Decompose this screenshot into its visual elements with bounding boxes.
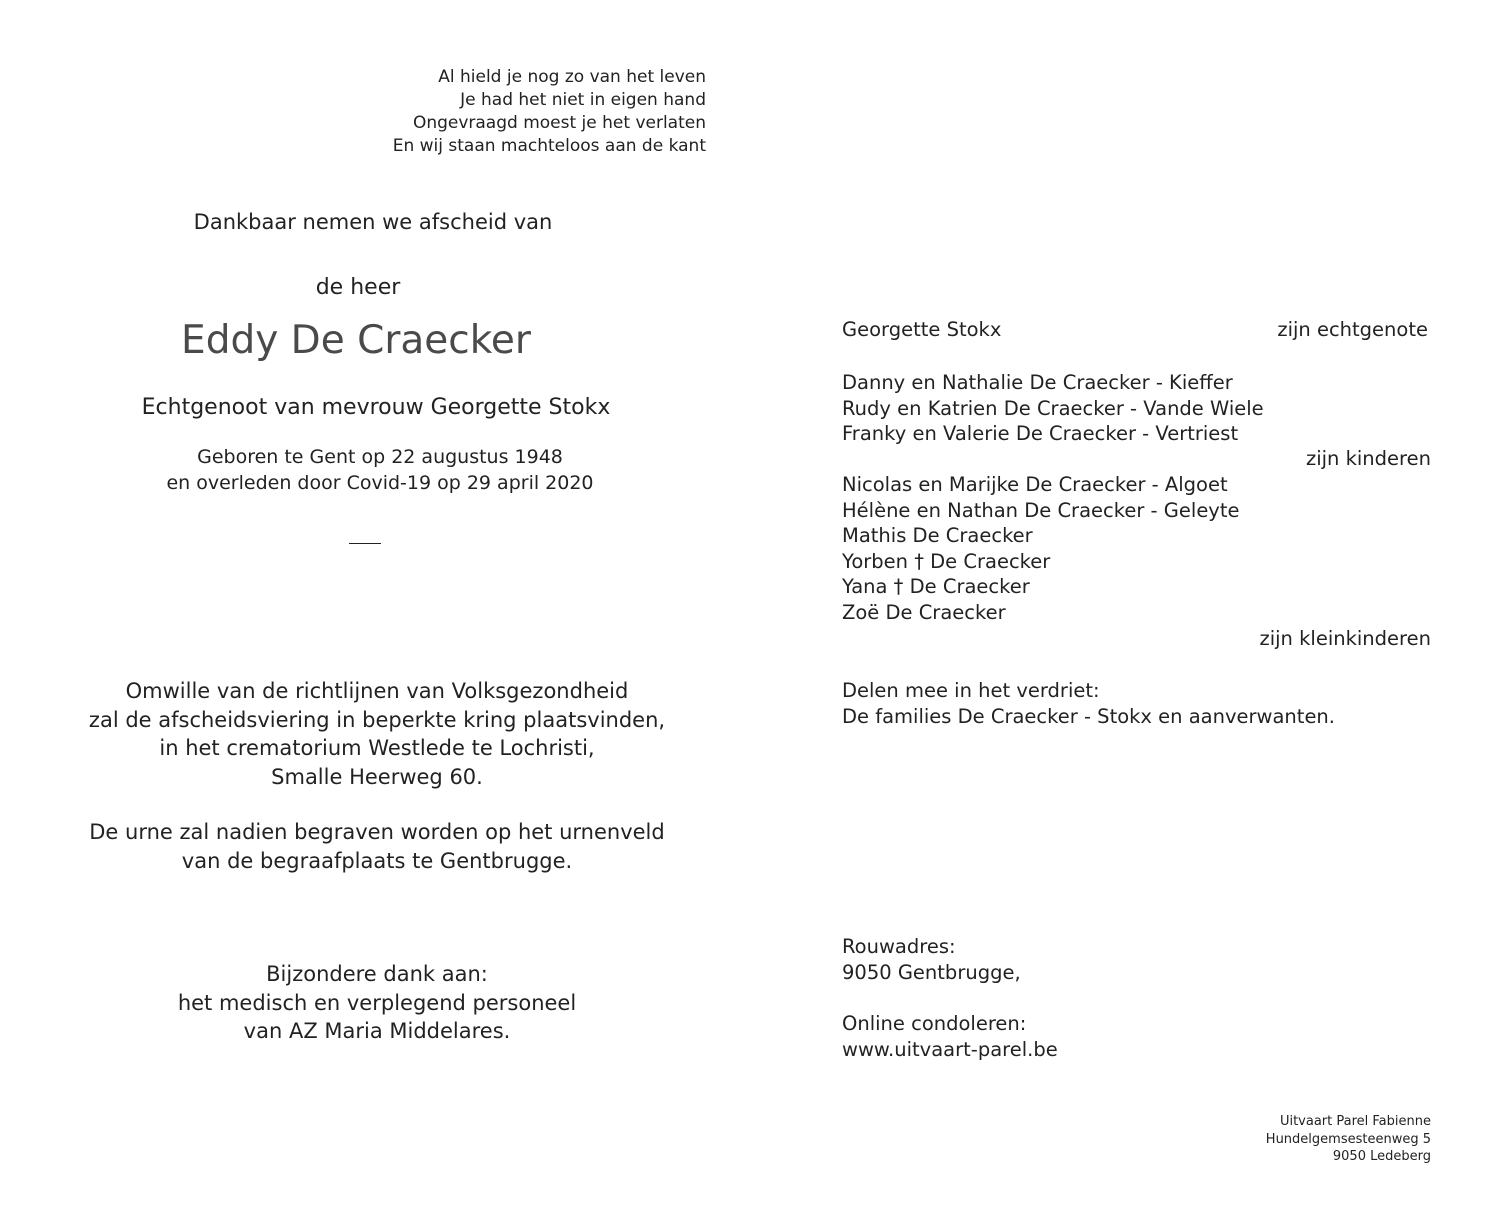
grandchildren-list xyxy=(842,472,1240,626)
online-label: Online condoleren: xyxy=(842,1012,1027,1035)
funeral-home-city: 9050 Ledeberg xyxy=(1332,1149,1431,1164)
funeral-home-name: Uitvaart Parel Fabienne xyxy=(1279,1114,1431,1129)
urn-line: De urne zal nadien begraven worden op het urnenveld xyxy=(89,820,665,844)
child-entry: Franky en Valerie De Craecker - Vertriest xyxy=(842,422,1239,446)
spouse-relation: zijn echtgenote xyxy=(1277,318,1428,341)
urn-notice xyxy=(62,818,692,875)
online-condolences xyxy=(842,1011,1058,1062)
thanks-line: het medisch en verplegend personeel xyxy=(177,990,577,1015)
condolence-link[interactable]: www.uitvaart-parel.be xyxy=(842,1037,1058,1061)
intro-text: Dankbaar nemen we afscheid van xyxy=(193,210,553,234)
poem-line: En wij staan machteloos aan de kant xyxy=(392,136,706,156)
birth-line: Geboren te Gent op 22 augustus 1948 xyxy=(197,446,563,468)
grandchild-entry: Nicolas en Marijke De Craecker - Algoet xyxy=(842,473,1228,496)
ceremony-line: zal de afscheidsviering in beperkte kring plaatsvinden, xyxy=(88,707,666,732)
funeral-home-street: Hundelgemsesteenweg 5 xyxy=(1265,1131,1431,1147)
child-entry: Rudy en Katrien De Craecker - Vande Wiele xyxy=(842,396,1264,420)
ceremony-line: Omwille van de richtlijnen van Volksgezondheid xyxy=(125,679,629,703)
thanks-line: Bijzondere dank aan: xyxy=(266,962,488,986)
poem-line: Je had het niet in eigen hand xyxy=(460,90,706,110)
grandchild-entry: Mathis De Craecker xyxy=(842,524,1033,548)
child-entry: Danny en Nathalie De Craecker - Kieffer xyxy=(842,371,1233,394)
grandchild-entry: Yorben † De Craecker xyxy=(842,549,1051,573)
grandchildren-relation: zijn kleinkinderen xyxy=(1259,627,1431,650)
grandchild-entry: Yana † De Craecker xyxy=(842,575,1030,599)
mourning-address xyxy=(842,934,1021,985)
children-list xyxy=(842,370,1264,447)
divider xyxy=(349,543,381,544)
sharing-line: De families De Craecker - Stokx en aanverwanten. xyxy=(842,704,1335,728)
address-label: Rouwadres: xyxy=(842,935,956,958)
ceremony-notice xyxy=(62,677,692,791)
sharing-line: Delen mee in het verdriet: xyxy=(842,679,1100,702)
poem-line: Ongevraagd moest je het verlaten xyxy=(412,113,706,133)
ceremony-line: Smalle Heerweg 60. xyxy=(271,764,483,789)
grandchild-entry: Hélène en Nathan De Craecker - Geleyte xyxy=(842,498,1240,522)
deceased-name: Eddy De Craecker xyxy=(181,318,531,363)
sharing-note xyxy=(842,678,1335,729)
address-value: 9050 Gentbrugge, xyxy=(842,960,1021,984)
urn-line: van de begraafplaats te Gentbrugge. xyxy=(181,848,573,873)
children-relation: zijn kinderen xyxy=(1305,447,1431,470)
grandchild-entry: Zoë De Craecker xyxy=(842,600,1006,624)
poem-line: Al hield je nog zo van het leven xyxy=(438,67,706,87)
life-dates xyxy=(80,444,680,496)
thanks-notice xyxy=(62,960,692,1046)
death-line: en overleden door Covid-19 op 29 april 2020 xyxy=(166,472,594,494)
thanks-line: van AZ Maria Middelares. xyxy=(243,1019,511,1043)
honorific: de heer xyxy=(315,275,401,300)
funeral-home xyxy=(1266,1113,1431,1166)
poem xyxy=(320,66,706,158)
ceremony-line: in het crematorium Westlede te Lochristi, xyxy=(159,736,595,760)
spouse-line: Echtgenoot van mevrouw Georgette Stokx xyxy=(141,395,611,420)
spouse-name: Georgette Stokx xyxy=(842,318,1002,341)
